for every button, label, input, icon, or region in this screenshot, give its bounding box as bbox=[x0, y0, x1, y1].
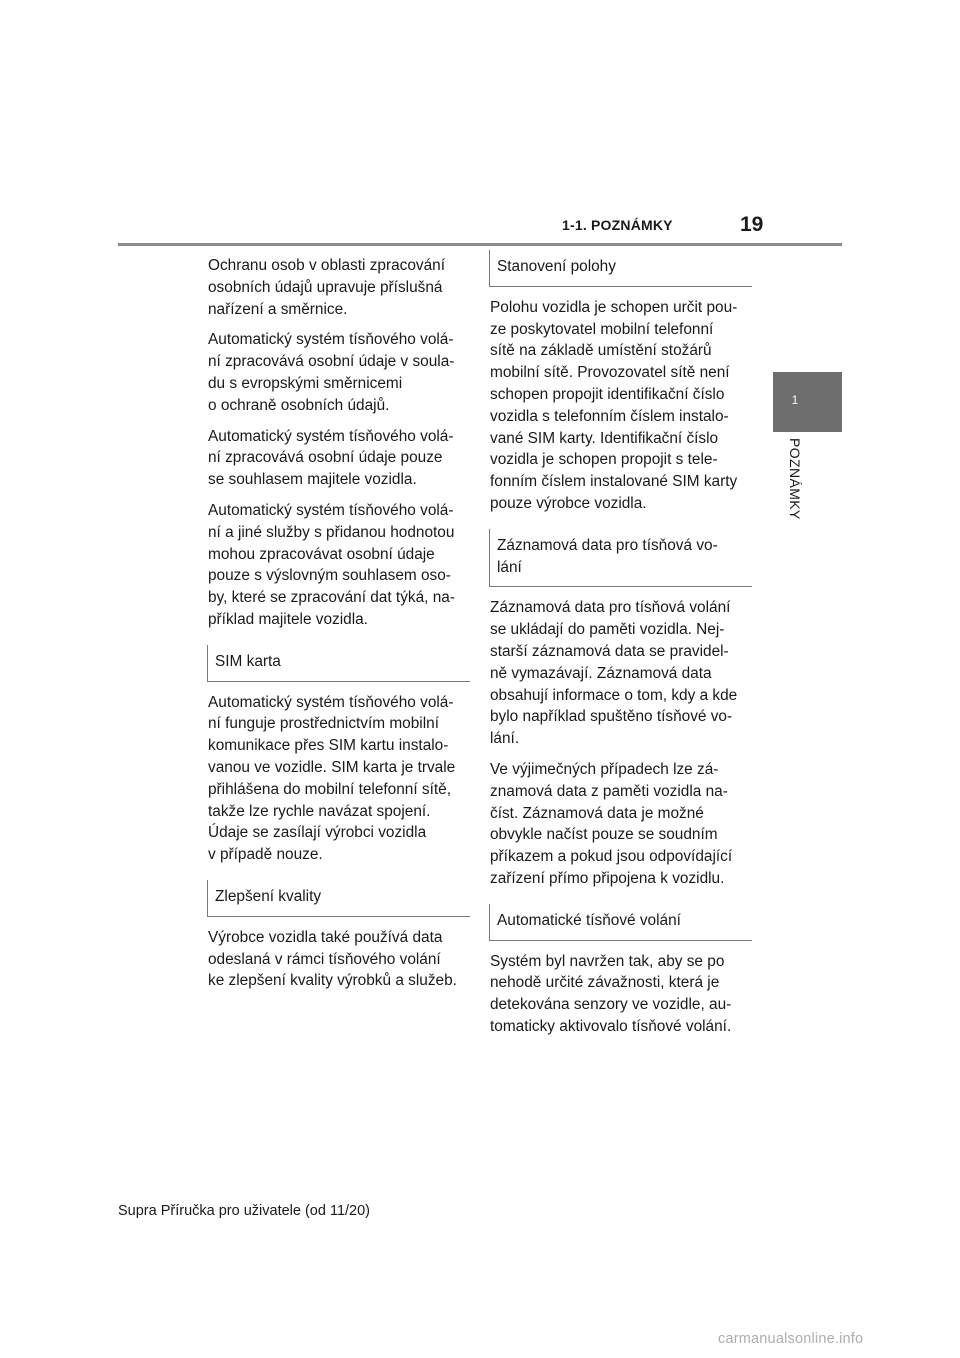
subheading-automatic-emergency-call: Automatické tísňové volání bbox=[489, 904, 752, 941]
subheading-sim-card: SIM karta bbox=[207, 645, 470, 682]
paragraph: Automatický systém tísňového volá- ní a jiné služby s přidanou hodnotou mohou zpracovávat osobní údaje pouze s výslovným souhlasem oso- by, které se zpracování dat týká, na- příklad majitele vozidla. bbox=[208, 501, 455, 628]
chapter-tab-number: 1 bbox=[791, 393, 799, 407]
paragraph: Záznamová data pro tísňová volání se ukládají do paměti vozidla. Nej- starší záznamová data se pravidel- ně vymazávají. Záznamová data obsahují informace o tom, kdy a kde bylo například spuštěno tísňové vo- lání. bbox=[490, 599, 738, 748]
chapter-tab-label: POZNÁMKY bbox=[787, 438, 803, 520]
header-divider bbox=[118, 243, 842, 246]
left-column bbox=[208, 255, 470, 1001]
paragraph: Automatický systém tísňového volá- ní zpracovává osobní údaje v soula- du s evropskými směrnicemi o ochraně osobních údajů. bbox=[208, 331, 455, 414]
watermark: carmanualsonline.info bbox=[718, 1331, 864, 1347]
paragraph: Ve výjimečných případech lze zá- znamová data z paměti vozidla na- číst. Záznamová data je možné obvykle načíst pouze se soudním příkazem a pokud jsou odpovídající zařízení přímo připojena k vozidlu. bbox=[490, 760, 733, 887]
subheading-recorded-data: Záznamová data pro tísňová vo- lání bbox=[489, 529, 752, 588]
subheading-quality-improvement: Zlepšení kvality bbox=[207, 880, 470, 917]
right-column bbox=[490, 250, 752, 1047]
paragraph: Polohu vozidla je schopen určit pou- ze poskytovatel mobilní telefonní sítě na základě umístění stožárů mobilní sítě. Provozovatel sítě není schopen propojit identifikační číslo vozidla s telefonním číslem instalo- vané SIM karty. Identifikační číslo vozidla je schopen propojit s tele- fonním číslem instalované SIM karty pouze výrobce vozidla. bbox=[490, 298, 738, 512]
page-number: 19 bbox=[740, 213, 764, 236]
paragraph: Automatický systém tísňového volá- ní zpracovává osobní údaje pouze se souhlasem majitele vozidla. bbox=[208, 427, 454, 489]
footer-manual-title: Supra Příručka pro uživatele (od 11/20) bbox=[118, 1203, 371, 1219]
paragraph: Systém byl navržen tak, aby se po nehodě určité závažnosti, která je detekována senzory ve vozidle, au- tomaticky aktivovalo tísňové volání. bbox=[490, 952, 732, 1035]
paragraph: Výrobce vozidla také používá data odeslaná v rámci tísňového volání ke zlepšení kvality výrobků a služeb. bbox=[208, 928, 457, 990]
paragraph: Automatický systém tísňového volá- ní funguje prostřednictvím mobilní komunikace přes SIM kartu instalo- vanou ve vozidle. SIM karta je trvale přihlášena do mobilní telefonní sítě, takže lze rychle navázat spojení. Údaje se zasílají výrobci vozidla v případě nouze. bbox=[208, 693, 456, 864]
paragraph: Ochranu osob v oblasti zpracování osobních údajů upravuje příslušná nařízení a směrnice. bbox=[208, 257, 445, 318]
subheading-position-determination: Stanovení polohy bbox=[489, 250, 752, 287]
section-title: 1-1. POZNÁMKY bbox=[562, 217, 673, 233]
